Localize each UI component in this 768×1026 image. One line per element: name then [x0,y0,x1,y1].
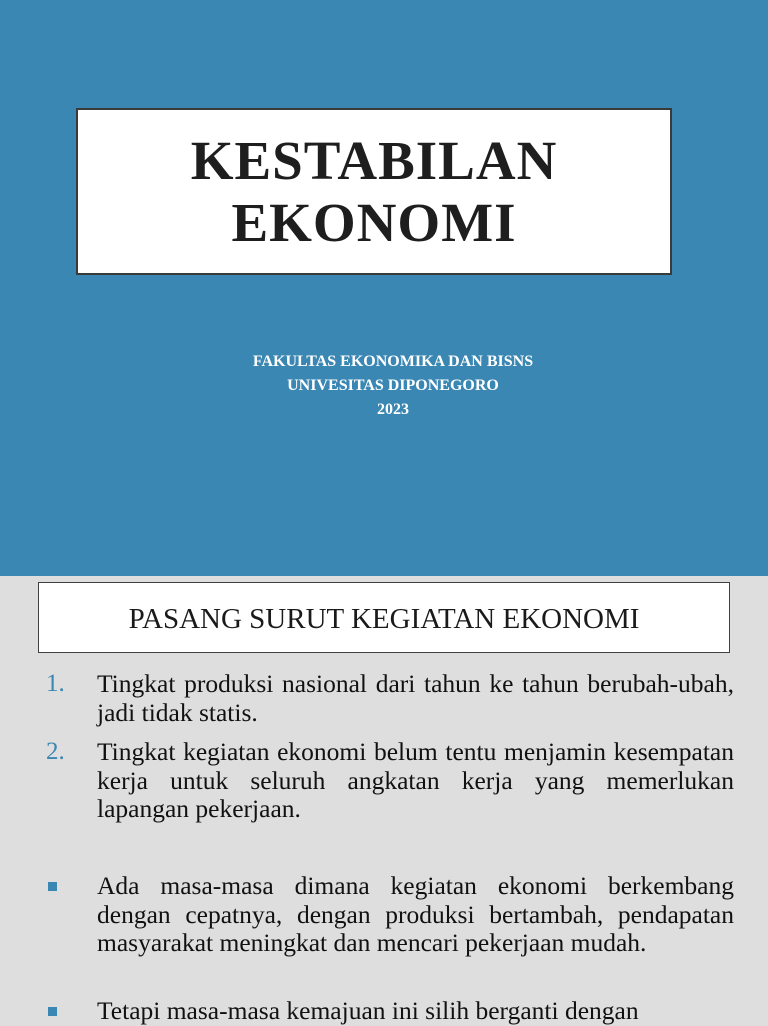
list-item-text: Tingkat produksi nasional dari tahun ke tahun berubah-ubah, jadi tidak statis. [97,669,734,727]
bullet-item-text: Ada masa-masa dimana kegiatan ekonomi berkembang dengan cepatnya, dengan produksi bertambah, pendapatan masyarakat meningkat dan mencari pekerjaan mudah. [97,871,734,957]
subtitle-university: UNIVESITAS DIPONEGORO [287,377,499,394]
title-box [76,108,672,275]
square-bullet-icon [48,882,57,891]
bullet-item-text: Tetapi masa-masa kemajuan ini silih berganti dengan [97,996,639,1025]
title-line-1: KESTABILAN [190,129,558,191]
subtitle [0,350,768,422]
list-number: 2. [46,738,65,765]
slide-heading: PASANG SURUT KEGIATAN EKONOMI [128,603,640,635]
heading-box [38,582,730,653]
subtitle-faculty: FAKULTAS EKONOMIKA DAN BISNS [252,353,534,370]
subtitle-year: 2023 [377,401,409,418]
list-number: 1. [46,670,65,697]
title-line-2: EKONOMI [231,191,517,253]
square-bullet-icon [48,1007,57,1016]
list-item-text: Tingkat kegiatan ekonomi belum tentu menjamin kesempatan kerja untuk seluruh angkatan kerja yang memerlukan lapangan pekerjaan. [97,737,734,823]
content-slide [0,576,768,1024]
